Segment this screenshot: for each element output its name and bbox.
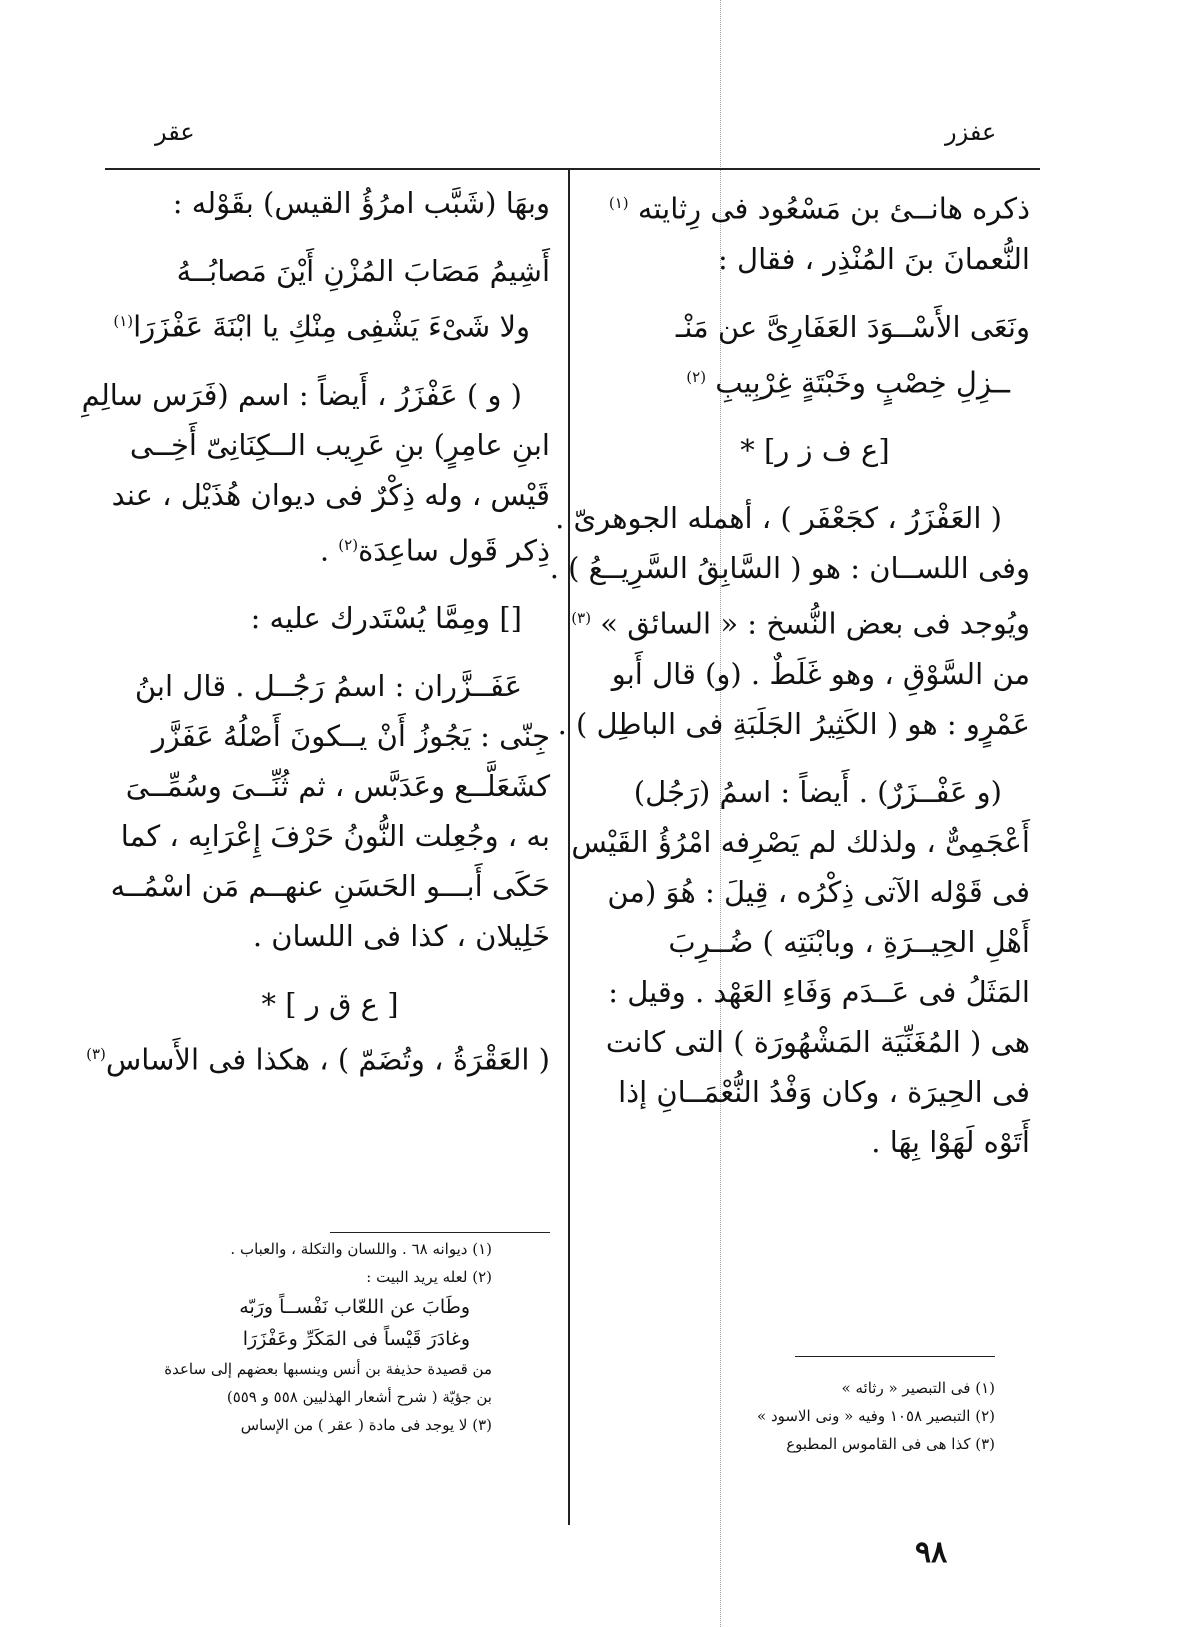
footnote: (١) فى التبصير « رثائه » xyxy=(841,1379,995,1397)
header-rule xyxy=(105,168,1040,170)
text-span: ولا شَىْءَ يَشْفِى مِنْكِ يا ابْنَةَ عَفْزَرَا xyxy=(133,309,530,344)
text-line: (و عَفْــزَرٌ) . أَيضاً : اسمُ (رَجُل) xyxy=(633,774,1002,809)
column-divider xyxy=(568,170,570,1525)
text-span: ــزِلِ خِصْبٍ وخَبْتَةٍ غِرْبِيبِ xyxy=(715,365,1010,400)
text-line: به ، وجُعِلت النُّونُ حَرْفَ إِعْرَابِه ، كما xyxy=(120,819,550,854)
text-line: حَكَى أَبـــو الحَسَنِ عنهــم مَن اسْمُــه xyxy=(110,869,550,904)
text-line: وفى اللســان : هو ( السَّابِقُ السَّرِيــعُ ) . xyxy=(549,551,1030,586)
footnote-rule-right xyxy=(795,1356,995,1357)
text-line: عَفَــزَّران : اسمُ رَجُــل . قال ابنُ xyxy=(134,669,522,704)
footnotes-left xyxy=(112,1235,492,1439)
footnote-mark: (٢) xyxy=(338,535,359,554)
footnote: بن جؤيّة ( شرح أشعار الهذليين ٥٥٨ و ٥٥٩) xyxy=(226,1388,492,1406)
verse-line: أَشِيمُ مَصَابَ المُزْنِ أَيْنَ مَصابُــهُ xyxy=(176,254,550,288)
text-line: ( و ) عَفْزَرُ ، أَيضاً : اسم (فَرَس سالِمِ xyxy=(81,377,522,412)
text-span: ( العَقْرَةُ ، وتُضَمّ ) ، هكذا فى الأَساس xyxy=(105,1042,550,1077)
text-line: المَثَلُ فى عَــدَم وَفَاءِ العَهْد . وقيل : xyxy=(608,974,1030,1009)
footnote-rule-left xyxy=(330,1232,550,1233)
text-line: كشَعَلَّــع وعَدَبَّس ، ثم ثُنِّــىَ وسُمِّــىَ xyxy=(125,769,550,804)
footnote: (٢) لعله يريد البيت : xyxy=(366,1268,492,1286)
footnote-mark: (١) xyxy=(113,312,134,330)
verse-line xyxy=(110,296,550,352)
text-line: ابنِ عامِرٍ) بنِ عَرِيب الــكِنَانِىّ أَخِــى xyxy=(129,427,550,462)
text-line: أَتَوْه لَهَوْا بِهَا . xyxy=(871,1124,1030,1159)
text-line: من السَّوْقِ ، وهو غَلَطٌ . (و) قال أَبو xyxy=(611,656,1030,691)
text-line: عَمْرٍو : هو ( الكَثِيرُ الجَلَبَةِ فى الباطِل ) . xyxy=(557,706,1030,741)
text-line: هى ( المُغَنِّيَة المَشْهُورَة ) التى كانت xyxy=(605,1024,1030,1059)
text-line xyxy=(86,1029,550,1085)
footnote: (١) ديوانه ٦٨ . واللسان والتكلة ، والعباب . xyxy=(230,1240,492,1258)
footnotes-right xyxy=(700,1374,995,1458)
footnote-verse: وطَابَ عن اللعّاب نَفْســاً ورَبّه xyxy=(239,1296,470,1318)
text-line: أَهْلِ الحِيــرَةِ ، وبابْنَتِه ) ضُــرِبَ xyxy=(668,924,1030,959)
page-number: ٩٨ xyxy=(915,1535,948,1570)
text-line: النُّعمانَ بنَ المُنْذِر ، فقال : xyxy=(718,241,1030,276)
text-span: ذِكر قَول ساعِدَة xyxy=(358,533,550,568)
entry-heading: [ع ف ز ر] * xyxy=(740,433,890,468)
footnote: (٢) التبصير ١٠٥٨ وفيه « ونى الاسود » xyxy=(757,1407,995,1425)
text-span: ذكره هانــئ بن مَسْعُود فى رِثايته xyxy=(637,191,1030,226)
text-line xyxy=(571,593,1030,649)
right-column xyxy=(549,178,1030,1167)
text-line: قَيْس ، وله ذِكْرٌ فى ديوان هُذَيْل ، عند xyxy=(111,477,550,512)
footnote-verse: وغادَرَ قَيْساً فى المَكَرِّ وعَفْزَرَا xyxy=(242,1328,470,1350)
header-word-right: عفزر xyxy=(945,118,997,146)
footnote: (٣) لا يوجد فى مادة ( عقر ) من الإساس xyxy=(240,1416,492,1434)
footnote: من قصيدة حذيفة بن أنس وينسبها بعضهم إلى ساعدة xyxy=(164,1360,492,1378)
text-line: ذِكر قَول ساعِدَة$^{(٢)}$ . xyxy=(319,533,550,568)
text-line: خَلِيلان ، كذا فى اللسان . xyxy=(252,919,550,954)
text-line: ( العَفْزَرُ ، كجَعْفَر ) ، أهمله الجوهرىّ . xyxy=(555,501,1002,536)
footnote-mark: (٣) xyxy=(86,1045,106,1064)
verse-line xyxy=(600,352,1030,408)
text-line: جِنّى : يَجُوزُ أَنْ يــكونَ أَصْلُهُ عَفَزَّر xyxy=(151,719,550,754)
text-line: فى الحِيرَة ، وكان وَفْدُ النُّعْمَــانِ إذا xyxy=(618,1074,1030,1109)
footnote-mark: (٣) xyxy=(571,609,592,628)
footnote-mark: (٢) xyxy=(686,367,707,386)
text-line: فى قَوْله الآتى ذِكْرُه ، قِيلَ : هُوَ (من xyxy=(607,874,1030,909)
text-line: أَعْجَمِىٌّ ، ولذلك لم يَصْرِفه امْرُؤُ القَيْس xyxy=(571,824,1030,859)
left-column xyxy=(81,178,550,1085)
verse-line: ونَعَى الأَسْــوَدَ العَفَارِىَّ عن مَنْـ xyxy=(675,309,1030,344)
text-line xyxy=(600,178,1030,234)
footnote: (٣) كذا هى فى القاموس المطبوع xyxy=(786,1435,995,1453)
text-line: وبهَا (شَبَّب امرُؤُ القيس) بقَوْله : xyxy=(172,186,550,220)
entry-heading: [ ع ق ر ] * xyxy=(261,987,399,1022)
text-line: [] ومِمَّا يُسْتَدرك عليه : xyxy=(250,601,522,636)
footnote-mark: (١) xyxy=(608,194,629,212)
text-span: ويُوجد فى بعض النُّسخ : « السائق » xyxy=(600,606,1030,641)
header-word-left: عقر xyxy=(155,118,195,146)
